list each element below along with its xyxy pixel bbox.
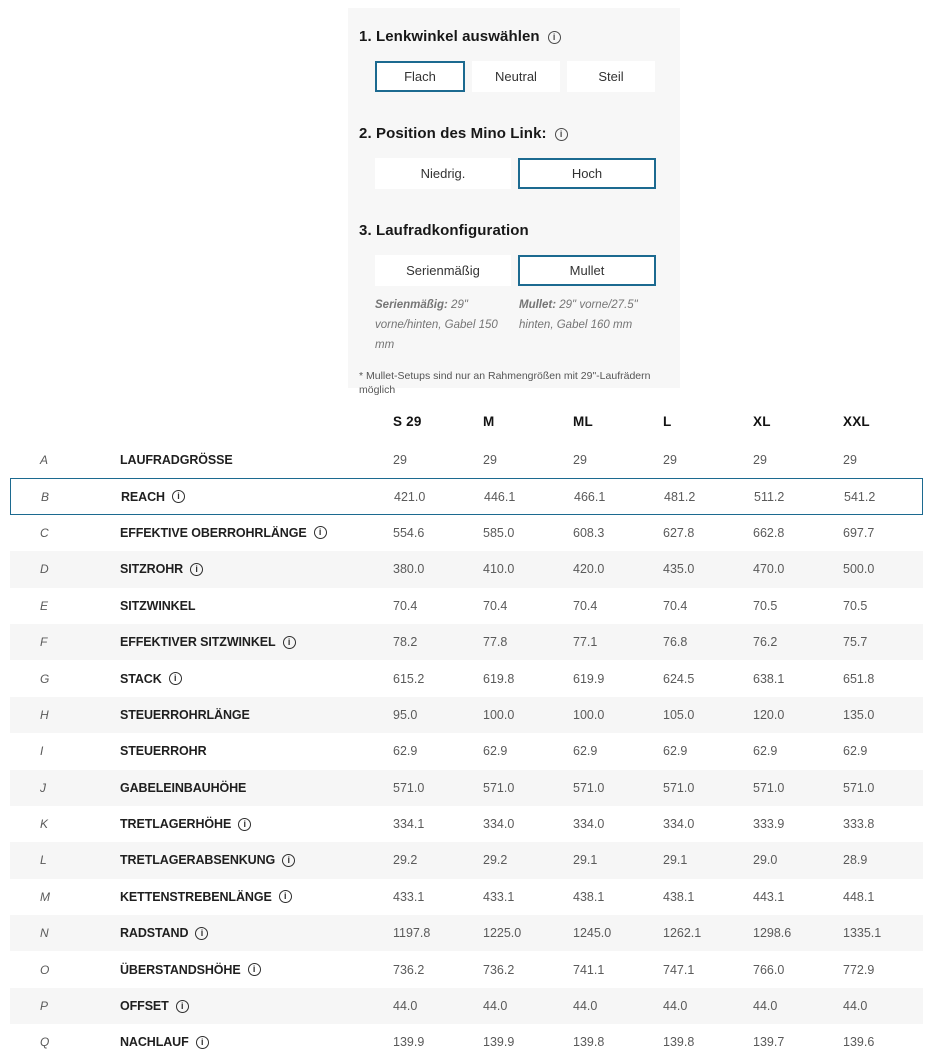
cell-value: 334.0 (663, 817, 695, 832)
info-icon[interactable]: i (548, 31, 561, 44)
cell-value: 70.5 (843, 598, 868, 613)
row-letter: C (40, 525, 49, 540)
cell-value: 470.0 (753, 562, 785, 577)
table-row[interactable] (10, 806, 923, 842)
row-label-text: SITZWINKEL (120, 598, 196, 613)
row-letter: L (40, 853, 47, 868)
cell-value: 466.1 (574, 489, 606, 504)
cell-value: 435.0 (663, 562, 695, 577)
cell-value: 1197.8 (393, 926, 431, 941)
row-label (120, 453, 393, 467)
config-panel (348, 8, 680, 396)
table-row[interactable] (10, 915, 923, 951)
cell-value: 62.9 (753, 744, 778, 759)
serienmaessig-description (375, 295, 511, 355)
row-letter: J (40, 780, 46, 795)
section-title-laufradkonfiguration-label: 3. Laufradkonfiguration (359, 222, 529, 239)
row-letter: G (40, 671, 50, 686)
cell-value: 77.8 (483, 635, 508, 650)
cell-value: 619.9 (573, 671, 605, 686)
info-icon[interactable]: i (172, 490, 185, 503)
cell-value: 571.0 (843, 780, 875, 795)
table-row[interactable] (10, 624, 923, 660)
cell-value: 736.2 (483, 962, 515, 977)
row-label-text: TRETLAGERHÖHE (120, 817, 232, 832)
row-label (120, 708, 393, 722)
cell-value: 70.4 (573, 598, 598, 613)
row-label (120, 926, 393, 940)
row-label-text: REACH (121, 489, 165, 504)
row-letter: M (40, 889, 50, 904)
cell-value: 624.5 (663, 671, 695, 686)
cell-value: 44.0 (753, 999, 778, 1014)
info-icon[interactable]: i (282, 854, 295, 867)
mullet-description-text: 29" vorne/27.5" hinten, Gabel 160 mm (519, 299, 638, 331)
section-title-mino-link-label: 2. Position des Mino Link: (359, 125, 547, 142)
mullet-description-lead: Mullet: (519, 299, 557, 311)
table-row[interactable] (10, 442, 923, 478)
cell-value: 481.2 (664, 489, 696, 504)
info-icon[interactable]: i (196, 1036, 209, 1049)
cell-value: 29 (663, 453, 677, 468)
cell-value: 139.9 (393, 1035, 425, 1050)
row-letter: A (40, 453, 49, 468)
cell-value: 44.0 (663, 999, 688, 1014)
row-letter: E (40, 598, 49, 613)
row-label (120, 562, 393, 576)
table-row[interactable] (10, 478, 923, 514)
lenkwinkel-options (375, 61, 668, 92)
cell-value: 76.2 (753, 635, 778, 650)
row-letter: N (40, 926, 49, 941)
mullet-description (519, 295, 657, 355)
cell-value: 438.1 (663, 889, 695, 904)
cell-value: 75.7 (843, 635, 868, 650)
cell-value: 438.1 (573, 889, 605, 904)
row-letter: O (40, 962, 50, 977)
table-row[interactable] (10, 697, 923, 733)
mino-link-options (375, 158, 668, 189)
cell-value: 100.0 (573, 707, 605, 722)
info-icon[interactable]: i (169, 672, 182, 685)
row-label-text: OFFSET (120, 999, 169, 1014)
option-serienmaessig[interactable]: Serienmäßig (375, 255, 511, 286)
option-niedrig[interactable]: Niedrig. (375, 158, 511, 189)
section-title-lenkwinkel (359, 28, 668, 46)
cell-value: 571.0 (573, 780, 605, 795)
mullet-footnote: * Mullet-Setups sind nur an Rahmengrößen mit 29"-Laufrädern möglich (359, 370, 651, 396)
cell-value: 70.4 (663, 598, 688, 613)
table-row[interactable] (10, 515, 923, 551)
cell-value: 619.8 (483, 671, 515, 686)
row-label (120, 890, 393, 904)
cell-value: 139.7 (753, 1035, 785, 1050)
row-letter: I (40, 744, 44, 759)
column-header-ml: ML (573, 413, 593, 429)
row-label (120, 817, 393, 831)
geometry-table (10, 400, 923, 1061)
cell-value: 334.0 (573, 817, 605, 832)
info-icon[interactable]: i (279, 890, 292, 903)
section-title-laufradkonfiguration (359, 222, 668, 240)
cell-value: 554.6 (393, 525, 425, 540)
table-header-row (10, 400, 923, 442)
cell-value: 571.0 (393, 780, 425, 795)
cell-value: 70.4 (393, 598, 418, 613)
cell-value: 120.0 (753, 707, 785, 722)
cell-value: 443.1 (753, 889, 785, 904)
serienmaessig-description-lead: Serienmäßig: (375, 299, 448, 311)
cell-value: 334.1 (393, 817, 425, 832)
cell-value: 28.9 (843, 853, 868, 868)
laufrad-descriptions (375, 295, 668, 355)
row-label (120, 672, 393, 686)
row-label-text: STEUERROHR (120, 744, 207, 759)
option-mullet[interactable]: Mullet (518, 255, 656, 286)
column-header-xxl: XXL (843, 413, 870, 429)
cell-value: 78.2 (393, 635, 418, 650)
table-row[interactable] (10, 588, 923, 624)
option-hoch[interactable]: Hoch (518, 158, 656, 189)
cell-value: 433.1 (483, 889, 515, 904)
row-label (120, 526, 393, 540)
cell-value: 139.8 (663, 1035, 695, 1050)
cell-value: 70.4 (483, 598, 508, 613)
cell-value: 736.2 (393, 962, 425, 977)
cell-value: 511.2 (754, 489, 785, 504)
row-label-text: STEUERROHRLÄNGE (120, 707, 250, 722)
cell-value: 44.0 (843, 999, 868, 1014)
laufrad-options (375, 255, 668, 286)
table-row[interactable] (10, 842, 923, 878)
cell-value: 571.0 (483, 780, 515, 795)
cell-value: 62.9 (843, 744, 868, 759)
section-title-mino-link (359, 125, 668, 143)
option-neutral[interactable]: Neutral (472, 61, 560, 92)
table-row[interactable] (10, 879, 923, 915)
cell-value: 62.9 (663, 744, 688, 759)
cell-value: 1245.0 (573, 926, 612, 941)
cell-value: 638.1 (753, 671, 785, 686)
cell-value: 448.1 (843, 889, 875, 904)
table-row[interactable] (10, 733, 923, 769)
serienmaessig-description-text: 29" vorne/hinten, Gabel 150 mm (375, 299, 498, 351)
cell-value: 29 (483, 453, 497, 468)
cell-value: 615.2 (393, 671, 425, 686)
cell-value: 1335.1 (843, 926, 882, 941)
cell-value: 541.2 (844, 489, 876, 504)
cell-value: 500.0 (843, 562, 875, 577)
row-label (120, 599, 393, 613)
cell-value: 44.0 (483, 999, 508, 1014)
cell-value: 139.8 (573, 1035, 605, 1050)
cell-value: 29 (573, 453, 587, 468)
cell-value: 44.0 (573, 999, 598, 1014)
info-icon[interactable]: i (176, 1000, 189, 1013)
row-letter: P (40, 999, 49, 1014)
cell-value: 1298.6 (753, 926, 792, 941)
cell-value: 29 (753, 453, 767, 468)
row-label-text: SITZROHR (120, 562, 184, 577)
row-label (121, 490, 394, 504)
row-letter: Q (40, 1035, 50, 1050)
cell-value: 105.0 (663, 707, 695, 722)
cell-value: 446.1 (484, 489, 516, 504)
column-header-m: M (483, 413, 495, 429)
column-header-l: L (663, 413, 672, 429)
cell-value: 95.0 (393, 707, 418, 722)
cell-value: 380.0 (393, 562, 425, 577)
geometry-table-body (10, 442, 923, 1061)
cell-value: 1225.0 (483, 926, 522, 941)
cell-value: 29.1 (663, 853, 688, 868)
cell-value: 139.9 (483, 1035, 515, 1050)
cell-value: 747.1 (663, 962, 695, 977)
cell-value: 1262.1 (663, 926, 702, 941)
table-row[interactable] (10, 951, 923, 987)
cell-value: 741.1 (573, 962, 605, 977)
column-header-s-29: S 29 (393, 413, 422, 429)
row-label-text: ÜBERSTANDSHÖHE (120, 962, 241, 977)
cell-value: 29.2 (393, 853, 418, 868)
cell-value: 662.8 (753, 525, 785, 540)
info-icon[interactable]: i (195, 927, 208, 940)
cell-value: 62.9 (483, 744, 508, 759)
cell-value: 62.9 (393, 744, 418, 759)
cell-value: 420.0 (573, 562, 605, 577)
cell-value: 608.3 (573, 525, 605, 540)
row-letter: D (40, 562, 49, 577)
cell-value: 77.1 (573, 635, 598, 650)
table-row[interactable] (10, 1024, 923, 1060)
row-letter: F (40, 635, 48, 650)
cell-value: 29 (843, 453, 857, 468)
row-label-text: RADSTAND (120, 926, 189, 941)
row-label (120, 963, 393, 977)
info-icon[interactable]: i (238, 818, 251, 831)
cell-value: 585.0 (483, 525, 515, 540)
cell-value: 651.8 (843, 671, 875, 686)
cell-value: 333.8 (843, 817, 875, 832)
option-flach[interactable]: Flach (375, 61, 465, 92)
row-label (120, 744, 393, 758)
option-steil[interactable]: Steil (567, 61, 655, 92)
cell-value: 627.8 (663, 525, 695, 540)
cell-value: 135.0 (843, 707, 875, 722)
info-icon[interactable]: i (190, 563, 203, 576)
cell-value: 29.1 (573, 853, 598, 868)
info-icon[interactable]: i (555, 128, 568, 141)
row-label (120, 635, 393, 649)
cell-value: 571.0 (663, 780, 695, 795)
row-label-text: TRETLAGERABSENKUNG (120, 853, 276, 868)
info-icon[interactable]: i (283, 636, 296, 649)
cell-value: 421.0 (394, 489, 426, 504)
cell-value: 410.0 (483, 562, 515, 577)
row-label-text: LAUFRADGRÖSSE (120, 453, 233, 468)
cell-value: 139.6 (843, 1035, 875, 1050)
cell-value: 766.0 (753, 962, 785, 977)
row-letter: B (41, 489, 50, 504)
cell-value: 334.0 (483, 817, 515, 832)
row-label-text: STACK (120, 671, 162, 686)
cell-value: 29.0 (753, 853, 778, 868)
row-letter: K (40, 817, 49, 832)
row-label (120, 853, 393, 867)
table-row[interactable] (10, 660, 923, 696)
row-label-text: EFFEKTIVER SITZWINKEL (120, 635, 276, 650)
row-label (120, 781, 393, 795)
row-label-text: NACHLAUF (120, 1035, 189, 1050)
row-label-text: EFFEKTIVE OBERROHRLÄNGE (120, 525, 307, 540)
section-title-lenkwinkel-label: 1. Lenkwinkel auswählen (359, 28, 540, 45)
cell-value: 70.5 (753, 598, 778, 613)
cell-value: 76.8 (663, 635, 688, 650)
cell-value: 571.0 (753, 780, 785, 795)
cell-value: 29.2 (483, 853, 508, 868)
info-icon[interactable]: i (314, 526, 327, 539)
cell-value: 333.9 (753, 817, 785, 832)
table-row[interactable] (10, 770, 923, 806)
row-label (120, 1035, 393, 1049)
row-label-text: GABELEINBAUHÖHE (120, 780, 247, 795)
cell-value: 62.9 (573, 744, 598, 759)
cell-value: 772.9 (843, 962, 875, 977)
table-row[interactable] (10, 551, 923, 587)
cell-value: 433.1 (393, 889, 425, 904)
cell-value: 100.0 (483, 707, 515, 722)
cell-value: 44.0 (393, 999, 418, 1014)
cell-value: 697.7 (843, 525, 875, 540)
column-header-xl: XL (753, 413, 771, 429)
table-row[interactable] (10, 988, 923, 1024)
cell-value: 29 (393, 453, 407, 468)
row-letter: H (40, 707, 49, 722)
row-label (120, 999, 393, 1013)
info-icon[interactable]: i (248, 963, 261, 976)
row-label-text: KETTENSTREBENLÄNGE (120, 889, 272, 904)
